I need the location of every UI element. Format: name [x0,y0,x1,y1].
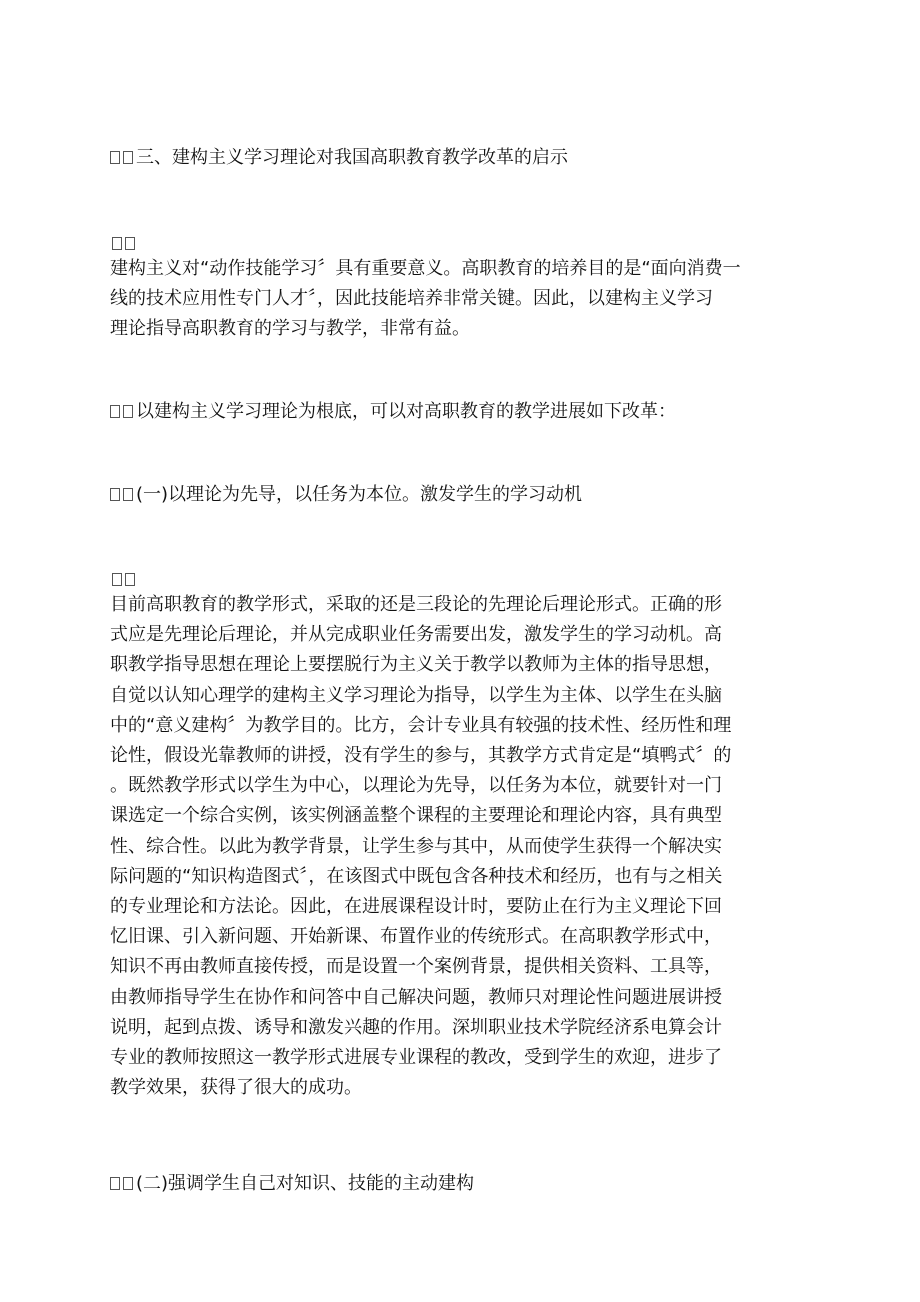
paragraph-line: 的专业理论和方法论。因此，在进展课程设计时，要防止在行为主义理论下回 [110,896,722,918]
placeholder-glyph-row [112,570,138,586]
paragraph-line: 忆旧课、引入新问题、开始新课、布置作业的传统形式。在高职教学形式中， [110,926,722,948]
paragraph-line: 理论指导高职教育的学习与教学，非常有益。 [110,318,470,339]
placeholder-glyph-icon [110,1177,120,1190]
paragraph-line: 论性，假设光靠教师的讲授，没有学生的参与，其教学方式肯定是“填鸭式〞的 [110,745,732,767]
subheading-two: (二)强调学生自己对知识、技能的主动建构 [110,1172,474,1196]
paragraph-line: 建构主义对“动作技能学习〞具有重要意义。高职教育的培养目的是“面向消费一 [110,258,741,279]
paragraph-line: 。既然教学形式以学生为中心，以理论为先导，以任务为本位，就要针对一门 [110,775,722,797]
paragraph-line: 目前高职教育的教学形式，采取的还是三段论的先理论后理论形式。正确的形 [110,594,722,615]
placeholder-glyph-icon [112,237,122,250]
paragraph-line: 课选定一个综合实例，该实例涵盖整个课程的主要理论和理论内容，具有典型 [110,805,722,827]
paragraph-line: 线的技术应用性专门人才〞，因此技能培养非常关键。因此，以建构主义学习 [110,288,713,309]
intro-paragraph [110,254,810,344]
placeholder-glyph-icon [123,1177,133,1190]
placeholder-glyph-icon [123,405,133,418]
paragraph-line: 说明，起到点拨、诱导和激发兴趣的作用。深圳职业技术学院经济系电算会计 [110,1016,722,1038]
main-paragraph [110,590,810,1103]
paragraph-line: 际问题的“知识构造图式〞，在该图式中既包含各种技术和经历，也有与之相关 [110,865,723,887]
placeholder-glyph-icon [110,151,120,164]
paragraph-line: 教学效果，获得了很大的成功。 [110,1077,362,1099]
paragraph-line: 知识不再由教师直接传授，而是设置一个案例背景，提供相关资料、工具等， [110,956,722,978]
placeholder-glyph-row [112,234,138,250]
paragraph-line: 由教师指导学生在协作和问答中自己解决问题，教师只对理论性问题进展讲授 [110,986,722,1008]
paragraph-line: 专业的教师按照这一教学形式进展专业课程的教改，受到学生的欢迎，进步了 [110,1047,722,1069]
placeholder-glyph-icon [123,488,133,501]
paragraph-line: 式应是先理论后理论，并从完成职业任务需要出发，激发学生的学习动机。高 [110,624,722,646]
section-heading: 三、建构主义学习理论对我国高职教育教学改革的启示 [110,146,568,170]
subheading-one: (一)以理论为先导，以任务为本位。激发学生的学习动机 [110,483,582,507]
placeholder-glyph-icon [110,488,120,501]
basis-line: 以建构主义学习理论为根底，可以对高职教育的教学进展如下改革： [110,400,676,424]
paragraph-line: 中的“意义建构〞为教学目的。比方，会计专业具有较强的技术性、经历性和理 [110,714,732,736]
paragraph-line: 性、综合性。以此为教学背景，让学生参与其中，从而使学生获得一个解决实 [110,835,722,857]
placeholder-glyph-icon [125,237,135,250]
paragraph-line: 职教学指导思想在理论上要摆脱行为主义关于教学以教师为主体的指导思想， [110,654,722,676]
placeholder-glyph-icon [112,573,122,586]
paragraph-line: 自觉以认知心理学的建构主义学习理论为指导，以学生为主体、以学生在头脑 [110,684,722,706]
placeholder-glyph-icon [125,573,135,586]
placeholder-glyph-icon [110,405,120,418]
placeholder-glyph-icon [123,151,133,164]
